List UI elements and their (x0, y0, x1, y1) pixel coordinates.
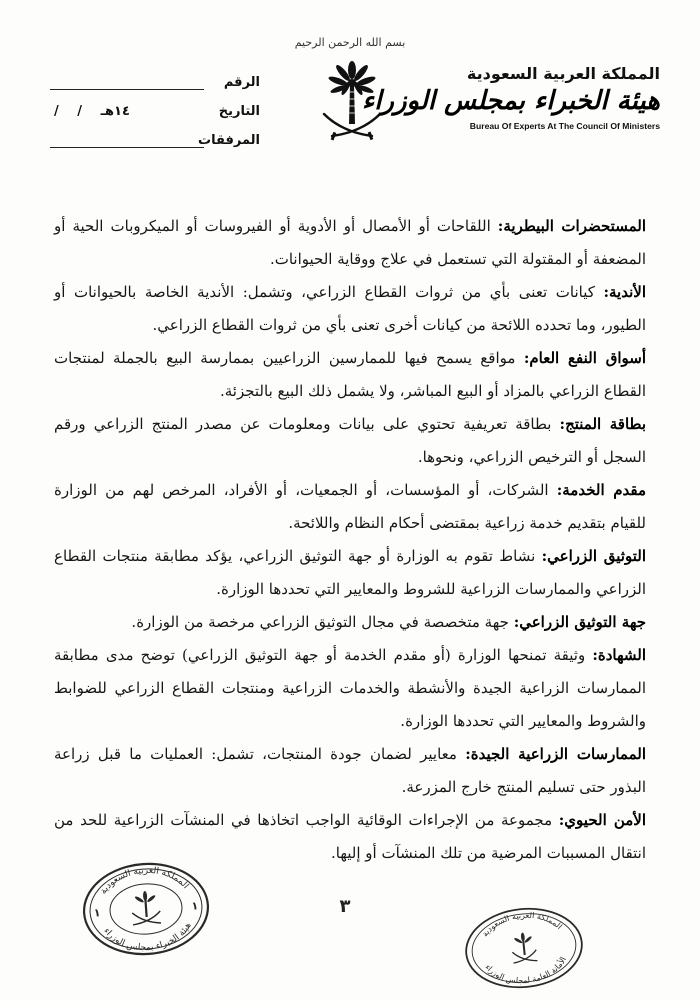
page-number: ٣ (339, 896, 351, 917)
reference-number-label: الرقم (223, 75, 260, 90)
organization-name-arabic: هيئة الخبراء بمجلس الوزراء (361, 86, 660, 116)
definition-text: اللقاحات أو الأمصال أو الأدوية أو الفيروسات أو الميكروبات الحية أو المضعفة أو المقتولة التي تستعمل في علاج ووقاية الحيوانات. (54, 217, 646, 268)
definition-entry (54, 606, 646, 639)
right-official-seal-icon (458, 899, 590, 997)
definition-entry (54, 276, 646, 342)
kingdom-name: المملكة العربية السعودية (466, 64, 660, 83)
definition-entry (54, 738, 646, 804)
reference-fields (40, 68, 260, 155)
definition-text: مجموعة من الإجراءات الوقائية الواجب اتخاذها في المنشآت الزراعية للحد من انتقال المسببات المرضية من تلك المنشآت أو إليها. (54, 811, 646, 862)
definition-text: كيانات تعنى بأي من ثروات القطاع الزراعي، وتشمل: الأندية الخاصة بالحيوانات أو الطيور، وما تحدده اللائحة من كيانات أخرى تعنى بأي من ثروات القطاع الزراعي. (54, 283, 646, 334)
definition-text: نشاط تقوم به الوزارة أو جهة التوثيق الزراعي، يؤكد مطابقة منتجات القطاع الزراعي والممارسات الزراعية للشروط والمعايير التي تحددها الوزارة. (54, 547, 646, 598)
definition-entry (54, 540, 646, 606)
definition-term: الأمن الحيوي: (558, 811, 646, 829)
organization-identity (361, 64, 660, 131)
organization-name-english: Bureau Of Experts At The Council Of Ministers (469, 121, 660, 131)
left-seal-top-text: المملكة العربية السعودية (98, 865, 191, 897)
definition-term: أسواق النفع العام: (523, 349, 646, 367)
attachments-label: المرفقات (198, 133, 260, 148)
date-value: / / ١٤هـ (54, 104, 130, 119)
definition-term: مقدم الخدمة: (556, 481, 646, 499)
definition-term: التوثيق الزراعي: (541, 547, 646, 565)
definition-entry (54, 342, 646, 408)
definition-text: مواقع يسمح فيها للممارسين الزراعيين بممارسة البيع بالجملة لمنتجات القطاع الزراعي بالمزاد أو البيع المباشر، ولا يشمل ذلك البيع بالتجزئة. (54, 349, 646, 400)
left-official-seal-icon (77, 856, 216, 963)
date-row (40, 97, 260, 126)
definition-text: بطاقة تعريفية تحتوي على بيانات ومعلومات عن مصدر المنتج الزراعي ورقم السجل أو الترخيص الزراعي، ونحوها. (54, 415, 646, 466)
definition-term: الأندية: (603, 283, 646, 301)
definition-term: الشهادة: (592, 646, 646, 664)
attachments-line (50, 133, 204, 148)
reference-number-line (50, 75, 204, 90)
definition-entry (54, 210, 646, 276)
left-seal-bottom-text: هيئة الخبراء بمجلس الوزراء (101, 921, 194, 954)
svg-text:هيئة الخبراء بمجلس الوزراء (101, 920, 196, 956)
definition-term: المستحضرات البيطرية: (497, 217, 647, 235)
definition-term: جهة التوثيق الزراعي: (513, 613, 646, 631)
basmala: بسم الله الرحمن الرحيم (294, 36, 406, 49)
definition-entry (54, 639, 646, 738)
left-seal-number-left: ١ (93, 906, 101, 920)
letterhead (0, 0, 700, 165)
definition-text: جهة متخصصة في مجال التوثيق الزراعي مرخصة من الوزارة. (131, 613, 514, 631)
definition-text: معايير لضمان جودة المنتجات، تشمل: العمليات ما قبل زراعة البذور حتى تسليم المنتج خارج المزرعة. (54, 745, 646, 796)
right-seal-top-text: المملكة العربية السعودية (480, 910, 564, 939)
definition-entry (54, 474, 646, 540)
date-label: التاريخ (218, 104, 260, 119)
definition-term: الممارسات الزراعية الجيدة: (465, 745, 646, 763)
reference-number-row (40, 68, 260, 97)
definitions-list (54, 210, 646, 870)
left-seal-number-right: ١ (191, 899, 199, 913)
right-seal-bottom-text: الأمانة العامة لمجلس الوزراء (483, 955, 568, 986)
attachments-row (40, 126, 260, 155)
definition-term: بطاقة المنتج: (559, 415, 646, 433)
definition-text: وثيقة تمنحها الوزارة (أو مقدم الخدمة أو جهة التوثيق الزراعي) توضح مدى مطابقة الممارسات الزراعية الجيدة والأنشطة والخدمات الزراعية ومنتجات القطاع الزراعي للضوابط والشروط والمعايير التي تحددها الوزارة. (54, 646, 646, 730)
definition-entry (54, 408, 646, 474)
definition-text: الشركات، أو المؤسسات، أو الجمعيات، أو الأفراد، المرخص لهم من الوزارة للقيام بتقديم خدمة زراعية بمقتضى أحكام النظام واللائحة. (54, 481, 646, 532)
